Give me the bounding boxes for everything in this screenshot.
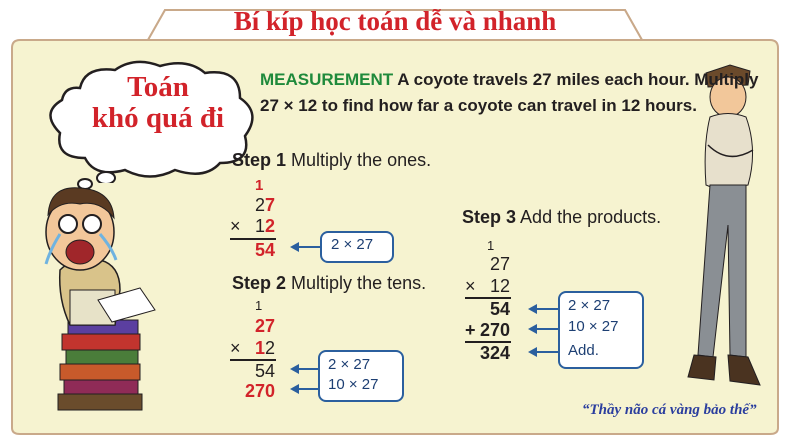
bubble-line-2: khó quá đi (91, 102, 225, 134)
problem-text-1: A coyote travels 27 miles each hour. Multiply (397, 70, 759, 89)
step1-carry: 1 (255, 177, 264, 194)
step2-box-text-2: 10 × 27 (328, 376, 379, 393)
step1-top: 27 (254, 195, 275, 215)
step3-box-text-2: 10 × 27 (568, 318, 619, 335)
step1-heading (232, 150, 431, 171)
problem-text-2: 27 × 12 to find how far a coyote can travel in 12 hours. (260, 96, 697, 115)
step3-sum: 324 (479, 343, 510, 363)
step3-plus: + (465, 320, 476, 340)
step1-arrow-icon (290, 240, 320, 254)
measurement-label: MEASUREMENT (260, 70, 394, 89)
step3-box-text-1: 2 × 27 (568, 297, 611, 314)
step2-label: Step 2 (232, 273, 287, 293)
page-title: Bí kíp học toán dễ và nhanh (233, 6, 557, 36)
step3-partial1: 54 (489, 299, 510, 319)
caption: “Thầy não cá vàng bảo thế” (582, 402, 757, 418)
step1-label: Step 1 (232, 150, 287, 170)
step2-text: Multiply the tens. (291, 273, 427, 293)
step2-bottom: 12 (254, 338, 275, 358)
step2-carry: 1 (255, 298, 263, 313)
problem-line-1 (260, 68, 758, 92)
step2-arrow-1-icon (290, 362, 320, 376)
step3-carry: 1 (487, 238, 495, 253)
crying-boy-illustration (20, 160, 170, 412)
step3-label: Step 3 (462, 207, 517, 227)
step2-partial2: 270 (244, 381, 275, 401)
step2-times: × (230, 338, 241, 358)
step1-bottom: 12 (254, 216, 275, 236)
step3-bottom: 12 (489, 276, 510, 296)
step2-partial1: 54 (254, 361, 275, 381)
step2-arrow-2-icon (290, 382, 320, 396)
step3-top: 27 (489, 254, 510, 274)
step3-arrow-1-icon (528, 302, 558, 316)
bubble-text (78, 72, 238, 134)
step1-text: Multiply the ones. (291, 150, 432, 170)
step2-box-text-1: 2 × 27 (328, 356, 371, 373)
step3-heading (462, 207, 661, 228)
step3-partial2: 270 (479, 320, 510, 340)
bubble-line-1: Toán (127, 71, 189, 103)
step1-times: × (230, 216, 241, 236)
step3-box-text-3: Add. (568, 342, 599, 359)
step3-times: × (465, 276, 476, 296)
step3-arrow-3-icon (528, 345, 558, 359)
step3-arrow-2-icon (528, 322, 558, 336)
step3-text: Add the products. (520, 207, 662, 227)
step1-result: 54 (254, 240, 275, 260)
step2-top: 27 (254, 316, 275, 336)
step2-heading (232, 273, 426, 294)
step1-box-text: 2 × 27 (331, 236, 374, 253)
